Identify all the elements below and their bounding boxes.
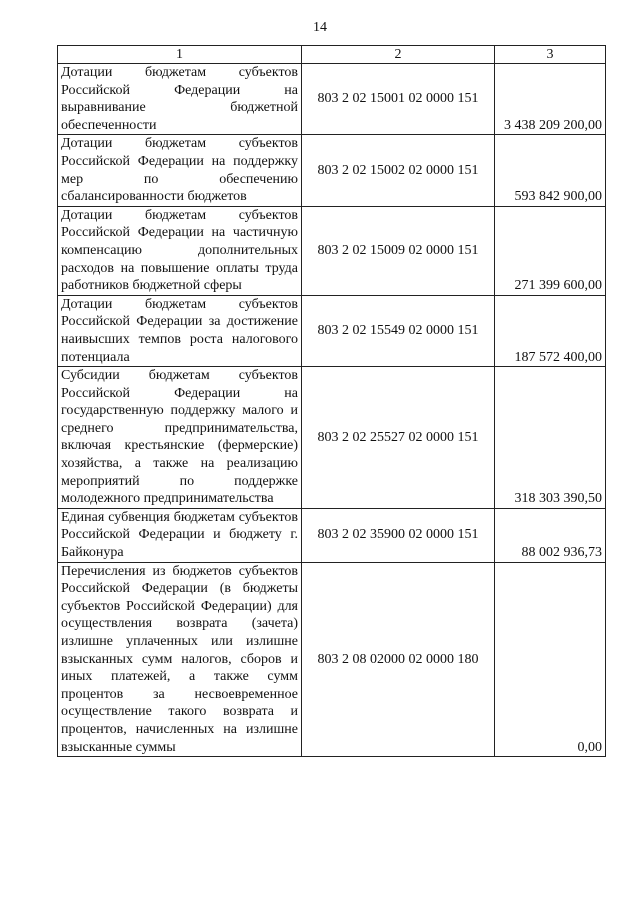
table-row xyxy=(58,135,606,206)
row-code-cell: 803 2 02 15002 02 0000 151 xyxy=(302,135,495,206)
row-amount-cell: 3 438 209 200,00 xyxy=(495,64,606,135)
row-name-cell: Дотации бюджетам субъектов Российской Федерации на выравнивание бюджетной обеспеченности xyxy=(58,64,302,135)
column-header-3: 3 xyxy=(495,46,606,64)
table-row xyxy=(58,367,606,509)
row-name-cell: Дотации бюджетам субъектов Российской Федерации на поддержку мер по обеспечению сбалансированности бюджетов xyxy=(58,135,302,206)
row-code-cell: 803 2 02 15009 02 0000 151 xyxy=(302,206,495,295)
table-header-row xyxy=(58,46,606,64)
table-row xyxy=(58,64,606,135)
table-row xyxy=(58,508,606,562)
row-amount-cell: 88 002 936,73 xyxy=(495,508,606,562)
page-number: 14 xyxy=(313,20,327,35)
row-code-cell: 803 2 02 25527 02 0000 151 xyxy=(302,367,495,509)
row-amount-cell: 187 572 400,00 xyxy=(495,295,606,366)
row-amount-cell: 593 842 900,00 xyxy=(495,135,606,206)
row-name-cell: Субсидии бюджетам субъектов Российской Федерации на государственную поддержку малого и среднего предпринимательства, включая крестьянские (фермерские) хозяйства, а также на реализацию мероприятий по поддержке молодежного предпринимательства xyxy=(58,367,302,509)
row-code-cell: 803 2 08 02000 02 0000 180 xyxy=(302,562,495,757)
row-amount-cell: 0,00 xyxy=(495,562,606,757)
row-name-cell: Дотации бюджетам субъектов Российской Федерации за достижение наивысших темпов роста налогового потенциала xyxy=(58,295,302,366)
row-amount-cell: 318 303 390,50 xyxy=(495,367,606,509)
table-row xyxy=(58,295,606,366)
row-amount-cell: 271 399 600,00 xyxy=(495,206,606,295)
row-name-cell: Перечисления из бюджетов субъектов Российской Федерации (в бюджеты субъектов Российской Федерации) для осуществления возврата (зачета) излишне уплаченных или излишне взысканных сумм налогов, сборов и иных платежей, а также сумм процентов за несвоевременное осуществление такого возврата и процентов, начисленных на излишне взысканные суммы xyxy=(58,562,302,757)
table-row xyxy=(58,562,606,757)
column-header-2: 2 xyxy=(302,46,495,64)
budget-revenue-table xyxy=(57,45,606,757)
row-code-cell: 803 2 02 35900 02 0000 151 xyxy=(302,508,495,562)
row-code-cell: 803 2 02 15549 02 0000 151 xyxy=(302,295,495,366)
table-row xyxy=(58,206,606,295)
row-name-cell: Единая субвенция бюджетам субъектов Российской Федерации и бюджету г. Байконура xyxy=(58,508,302,562)
row-name-cell: Дотации бюджетам субъектов Российской Федерации на частичную компенсацию дополнительных расходов на повышение оплаты труда работников бюджетной сферы xyxy=(58,206,302,295)
column-header-1: 1 xyxy=(58,46,302,64)
row-code-cell: 803 2 02 15001 02 0000 151 xyxy=(302,64,495,135)
